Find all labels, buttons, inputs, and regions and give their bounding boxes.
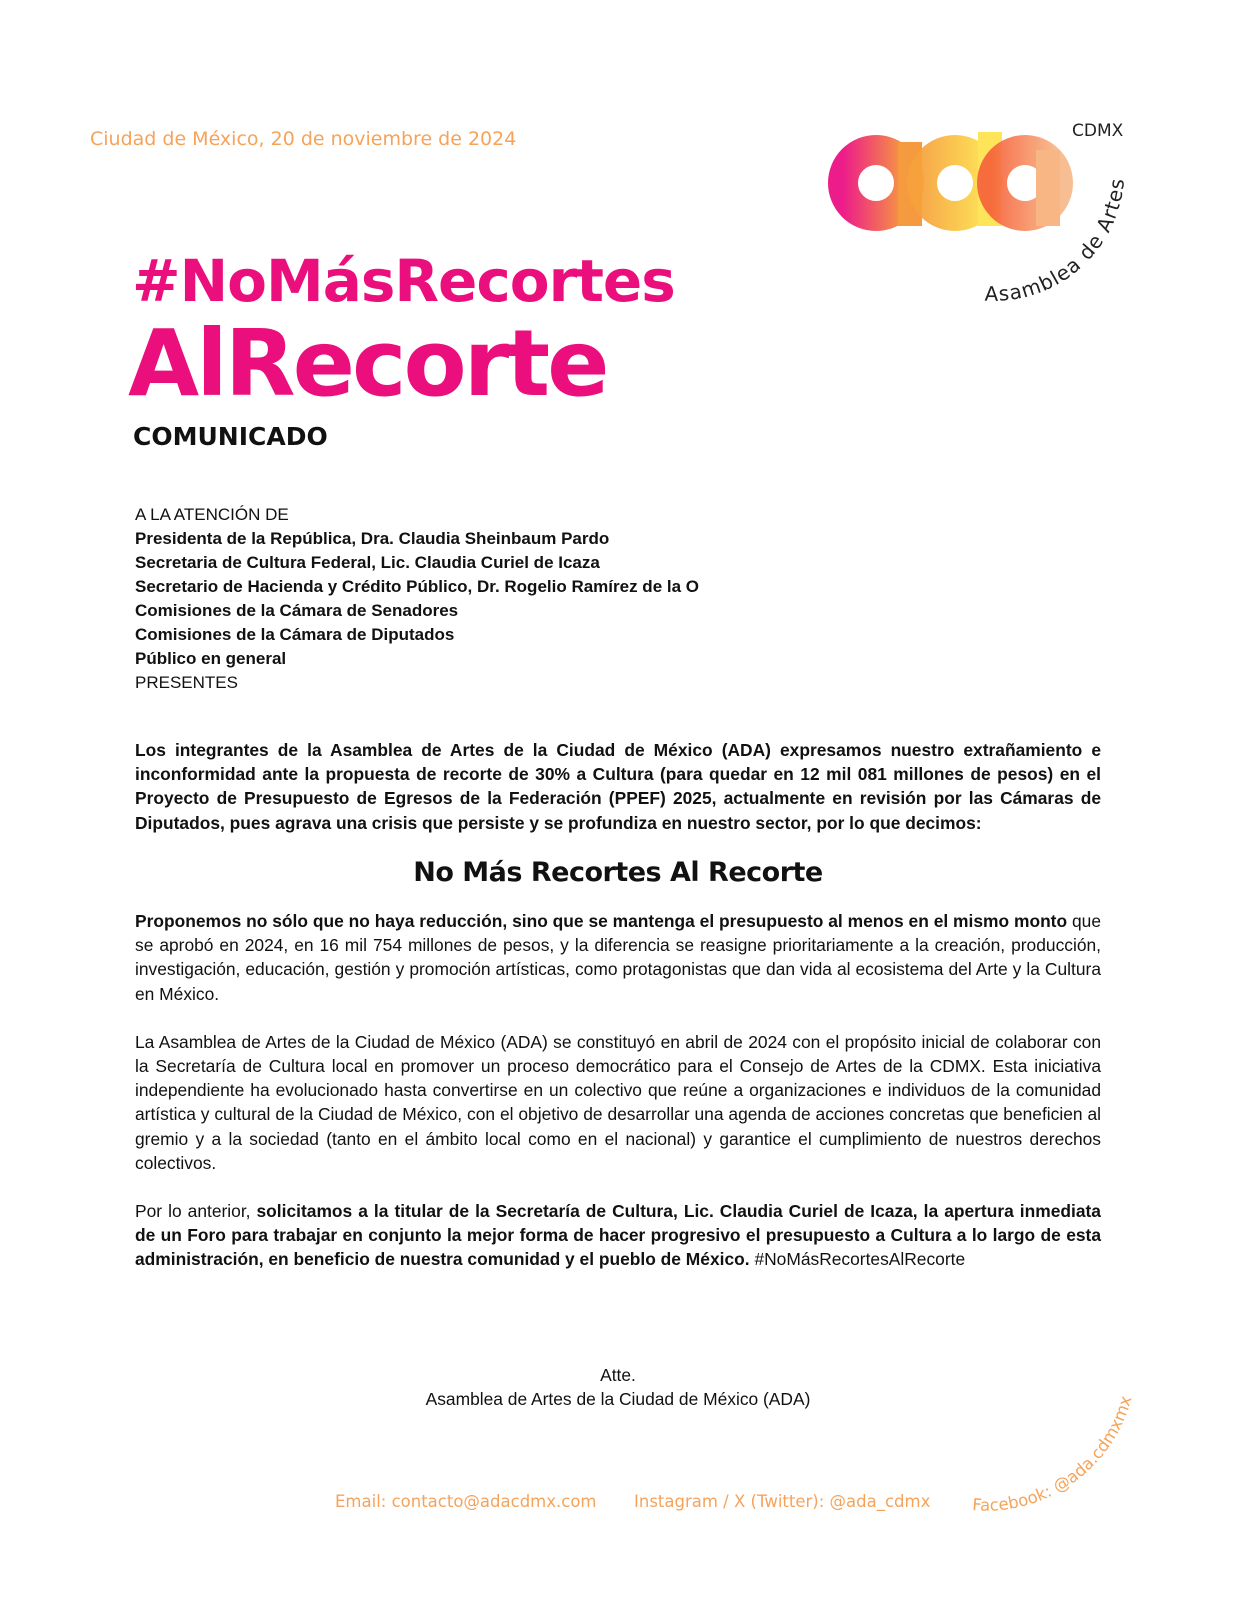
attention-heading: A LA ATENCIÓN DE [135, 505, 289, 524]
request-paragraph [135, 1199, 1101, 1272]
document-date: Ciudad de México, 20 de noviembre de 2024 [90, 128, 517, 150]
recipient-item: Público en general [135, 649, 287, 668]
recipient-item: Comisiones de la Cámara de Senadores [135, 601, 459, 620]
main-title: AlRecorte [128, 310, 607, 417]
recipient-item: Presidenta de la República, Dra. Claudia Sheinbaum Pardo [135, 529, 610, 548]
recipient-item: Secretaria de Cultura Federal, Lic. Claudia Curiel de Icaza [135, 553, 600, 572]
logo-city: CDMX [1072, 121, 1124, 141]
intro-paragraph: Los integrantes de la Asamblea de Artes de la Ciudad de México (ADA) expresamos nuestro extrañamiento e inconformidad ante la propuesta de recorte de 30% a Cultura (para quedar en 12 mil 081 millones de pesos) en el Proyecto de Presupuesto de Egresos de la Federación (PPEF) 2025, actualmente en revisión por las Cámaras de Diputados, pues agrava una crisis que persiste y se profundiza en nuestro sector, por lo que decimos: [135, 740, 1101, 833]
ada-logo [828, 110, 1148, 320]
request-bold: solicitamos a la titular de la Secretaría de Cultura, Lic. Claudia Curiel de Icaza, la apertura inmediata de un Foro para trabajar en conjunto la mejor forma de hacer progresivo el presupuesto a Cultura a lo largo de esta administración, en beneficio de nuestra comunidad y el pueblo de México. [135, 1201, 1101, 1270]
hashtag-title: #NoMásRecortes [132, 247, 675, 315]
signature-atte: Atte. [600, 1365, 636, 1385]
attention-closing: PRESENTES [135, 673, 238, 692]
request-hashtag: #NoMásRecortesAlRecorte [749, 1249, 966, 1270]
logo-letter-a-2 [992, 150, 1060, 226]
recipients-block [135, 503, 835, 695]
proposal-text: que se aprobó en 2024, en 16 mil 754 millones de pesos, y la diferencia se reasigne prioritariamente a la creación, producción, investigación, educación, gestión y promoción artísticas, como protagonistas que dan vida al ecosistema del Arte y la Cultura en México. [135, 911, 1101, 1004]
svg-text:Facebook: @ada.cdmxmx: Facebook: @ada.cdmxmx [971, 1393, 1136, 1515]
footer-email[interactable]: Email: contacto@adacdmx.com [335, 1492, 597, 1511]
letter-body [135, 738, 1101, 1272]
logo-arc-text: Asamblea de Artes [984, 176, 1130, 306]
recipient-item: Secretario de Hacienda y Crédito Público, Dr. Rogelio Ramírez de la O [135, 577, 699, 596]
proposal-bold: Proponemos no sólo que no haya reducción, sino que se mantenga el presupuesto al menos en el mismo monto [135, 911, 1068, 932]
request-lead: Por lo anterior, [135, 1201, 257, 1222]
document-type-heading: COMUNICADO [133, 422, 328, 451]
slogan-heading: No Más Recortes Al Recorte [413, 856, 823, 888]
about-paragraph: La Asamblea de Artes de la Ciudad de México (ADA) se constituyó en abril de 2024 con el propósito inicial de colaborar con la Secretaría de Cultura local en promover un proceso democrático para el Consejo de Artes de la CDMX. Esta iniciativa independiente ha evolucionado hasta convertirse en un colectivo que reúne a organizaciones e individuos de la comunidad artística y cultural de la Ciudad de México, con el objetivo de desarrollar una agenda de acciones concretas que beneficien al gremio y a la sociedad (tanto en el ámbito local como en el nacional) y garantice el cumplimiento de nuestros derechos colectivos. [135, 1031, 1101, 1173]
recipient-item: Comisiones de la Cámara de Diputados [135, 625, 455, 644]
footer-instagram[interactable]: Instagram / X (Twitter): @ada_cdmx [634, 1492, 931, 1511]
proposal-paragraph [135, 909, 1101, 1006]
footer-facebook[interactable] [950, 1370, 1150, 1530]
signature-org: Asamblea de Artes de la Ciudad de México (ADA) [425, 1389, 811, 1409]
